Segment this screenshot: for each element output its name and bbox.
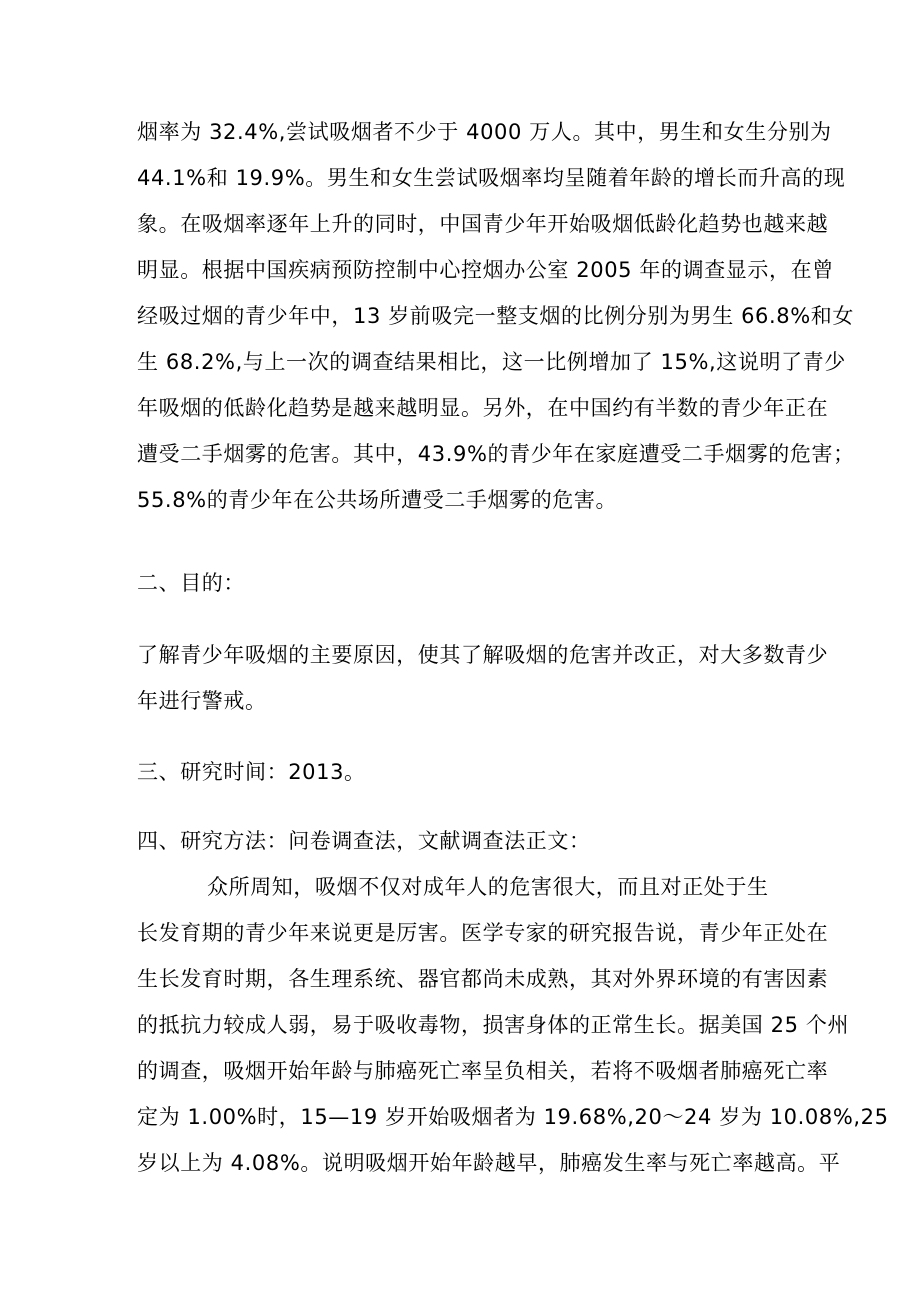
paragraph-line: 遭受二手烟雾的危害。其中，43.9%的青少年在家庭遭受二手烟雾的危害；	[137, 442, 855, 466]
paragraph-line: 明显。根据中国疾病预防控制中心控烟办公室 2005 年的调查显示，在曾	[137, 258, 834, 282]
body-line: 岁以上为 4.08%。说明吸烟开始年龄越早，肺癌发生率与死亡率越高。平	[137, 1151, 841, 1175]
section-heading-time: 三、研究时间：2013。	[137, 760, 366, 784]
section-heading-method: 四、研究方法：问卷调查法，文献调查法正文：	[137, 829, 591, 853]
paragraph-line: 44.1%和 19.9%。男生和女生尝试吸烟率均呈随着年龄的增长而升高的现	[137, 166, 846, 190]
section-heading-purpose: 二、目的：	[137, 571, 245, 595]
paragraph-line: 烟率为 32.4%,尝试吸烟者不少于 4000 万人。其中，男生和女生分别为	[137, 120, 832, 144]
body-line: 生长发育时期，各生理系统、器官都尚未成熟，其对外界环境的有害因素	[137, 967, 829, 991]
body-line: 定为 1.00%时，15—19 岁开始吸烟者为 19.68%,20～24 岁为 10.08%,25	[137, 1105, 889, 1129]
paragraph-line: 经吸过烟的青少年中，13 岁前吸完一整支烟的比例分别为男生 66.8%和女	[137, 304, 854, 328]
purpose-line: 年进行警戒。	[137, 689, 267, 713]
body-line-indented: 众所周知，吸烟不仅对成年人的危害很大，而且对正处于生	[207, 875, 769, 899]
body-line: 的调查，吸烟开始年龄与肺癌死亡率呈负相关，若将不吸烟者肺癌死亡率	[137, 1059, 829, 1083]
paragraph-line: 象。在吸烟率逐年上升的同时，中国青少年开始吸烟低龄化趋势也越来越	[137, 212, 829, 236]
paragraph-line: 生 68.2%,与上一次的调查结果相比，这一比例增加了 15%,这说明了青少	[137, 350, 846, 374]
body-line: 长发育期的青少年来说更是厉害。医学专家的研究报告说，青少年正处在	[137, 921, 829, 945]
purpose-line: 了解青少年吸烟的主要原因，使其了解吸烟的危害并改正，对大多数青少	[137, 643, 829, 667]
body-line: 的抵抗力较成人弱，易于吸收毒物，损害身体的正常生长。据美国 25 个州	[137, 1013, 850, 1037]
paragraph-line: 年吸烟的低龄化趋势是越来越明显。另外，在中国约有半数的青少年正在	[137, 396, 829, 420]
paragraph-line: 55.8%的青少年在公共场所遭受二手烟雾的危害。	[137, 488, 618, 512]
